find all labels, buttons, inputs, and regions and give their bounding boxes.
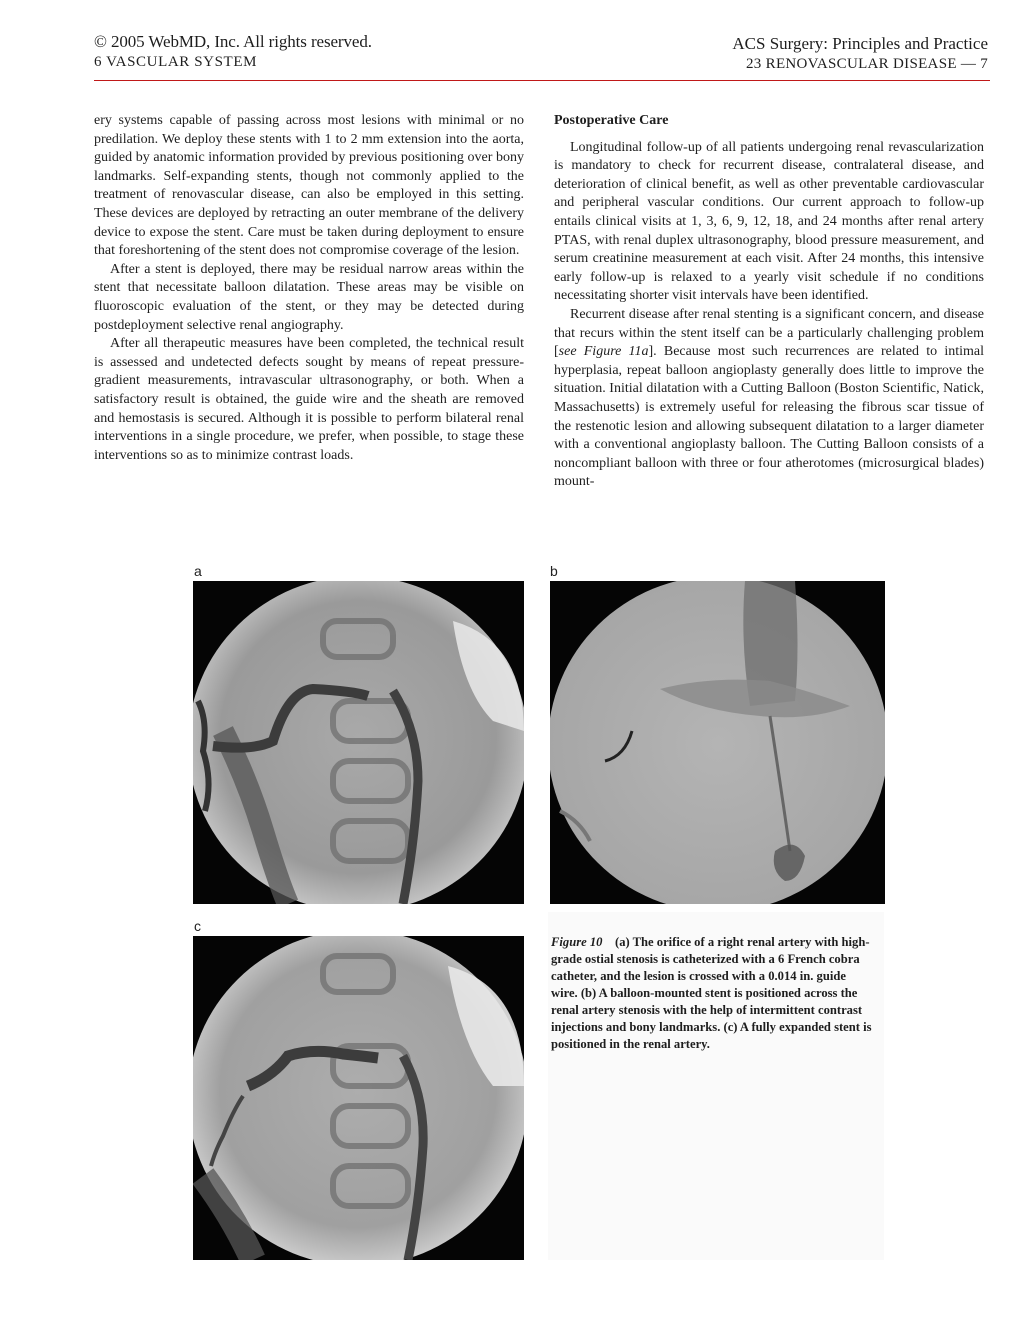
- angiogram-image-c: [193, 936, 524, 1260]
- book-title: ACS Surgery: Principles and Practice: [732, 34, 988, 53]
- header-rule: [94, 80, 990, 81]
- panel-label-b: b: [550, 563, 558, 579]
- angiogram-image-a: [193, 581, 524, 904]
- section-title: 6 VASCULAR SYSTEM: [94, 54, 258, 70]
- paragraph: After a stent is deployed, there may be residual narrow areas within the stent that necessitate balloon dilatation. These areas may be visible on fluoroscopic evaluation of the stent, or they may be detected during postdeployment selective renal angiography.: [94, 261, 524, 333]
- paragraph: After all therapeutic measures have been completed, the technical result is assessed and undetected defects sought by means of repeat pressure-gradient measurements, intravascular ultrasonography, or both. When a satisfactory result is obtained, the guide wire and the sheath are removed and hemostasis is secured. Although it is possible to perform bilateral renal interventions in a single procedure, we prefer, when possible, to stage these interventions so as to minimize contrast loads.: [94, 336, 524, 463]
- paragraph: ery systems capable of passing across most lesions with minimal or no predilation. We deploy these stents with 1 to 2 mm extension into the aorta, guided by anatomic information provided by previous positioning over bony landmarks. Self-expanding stents, though not commonly applied to the treatment of renovascular disease, can also be employed in this setting. These devices are deployed by retracting an outer membrane of the delivery device to expose the stent. Care must be taken during deployment to ensure that foreshortening of the stent does not compromise coverage of the lesion.: [94, 113, 524, 259]
- page-header: [94, 32, 990, 82]
- paragraph-text: ]. Because most such recurrences are related to intimal hyperplasia, repeat balloon angioplasty generally does little to improve the situation. Initial dilatation with a Cutting Balloon (Boston Scientific, Natick, Massachusetts) is extremely useful for releasing the fibrous scar tissue of the restenotic lesion and allowing subsequent dilatation to a larger diameter with a conventional angioplasty balloon. The Cutting Balloon consists of a noncompliant balloon with three or four atherotomes (microsurgical blades) mount-: [554, 344, 985, 490]
- copyright-notice: © 2005 WebMD, Inc. All rights reserved.: [94, 32, 372, 51]
- panel-label-c: c: [194, 918, 201, 934]
- caption-figure-label: Figure 10: [551, 935, 603, 949]
- paragraph-text: Recurrent disease after renal stenting is a significant concern, and disease that recurs within the stent itself can be a particularly challenging problem [: [554, 306, 984, 360]
- panel-label-a: a: [194, 563, 202, 579]
- left-text-column: [94, 112, 524, 465]
- section-heading: Postoperative Care: [554, 113, 669, 128]
- caption-text: (a) The orifice of a right renal artery with high-grade ostial stenosis is catheterized with a 6 French cobra catheter, and the lesion is crossed with a 0.014 in. guide wire. (b) A balloon-mounted stent is positioned across the renal artery stenosis with the help of intermittent contrast injections and bony landmarks. (c) A fully expanded stent is positioned in the renal artery.: [551, 935, 872, 1051]
- chapter-title: 23 RENOVASCULAR DISEASE — 7: [745, 56, 988, 72]
- figure-reference: see Figure 11a: [558, 344, 649, 360]
- paragraph: Longitudinal follow-up of all patients undergoing renal revascularization is mandatory to check for recurrent disease, contralateral disease, and deterioration of clinical benefit, as well as other preventable cardiovascular and peripheral vascular conditions. Our current approach to follow-up entails clinical visits at 1, 3, 6, 9, 12, 18, and 24 months after renal artery PTAS, with renal duplex ultrasonography, blood pressure measurement, and serum creatinine measurement at each visit. After 24 months, this intensive early follow-up is relaxed to a yearly visit schedule if no conditions necessitating shorter visit intervals have been identified.: [554, 139, 984, 304]
- figure-caption: [551, 934, 873, 1053]
- paragraph: [554, 306, 984, 492]
- right-text-column: [554, 112, 984, 492]
- angiogram-image-b: [550, 581, 885, 904]
